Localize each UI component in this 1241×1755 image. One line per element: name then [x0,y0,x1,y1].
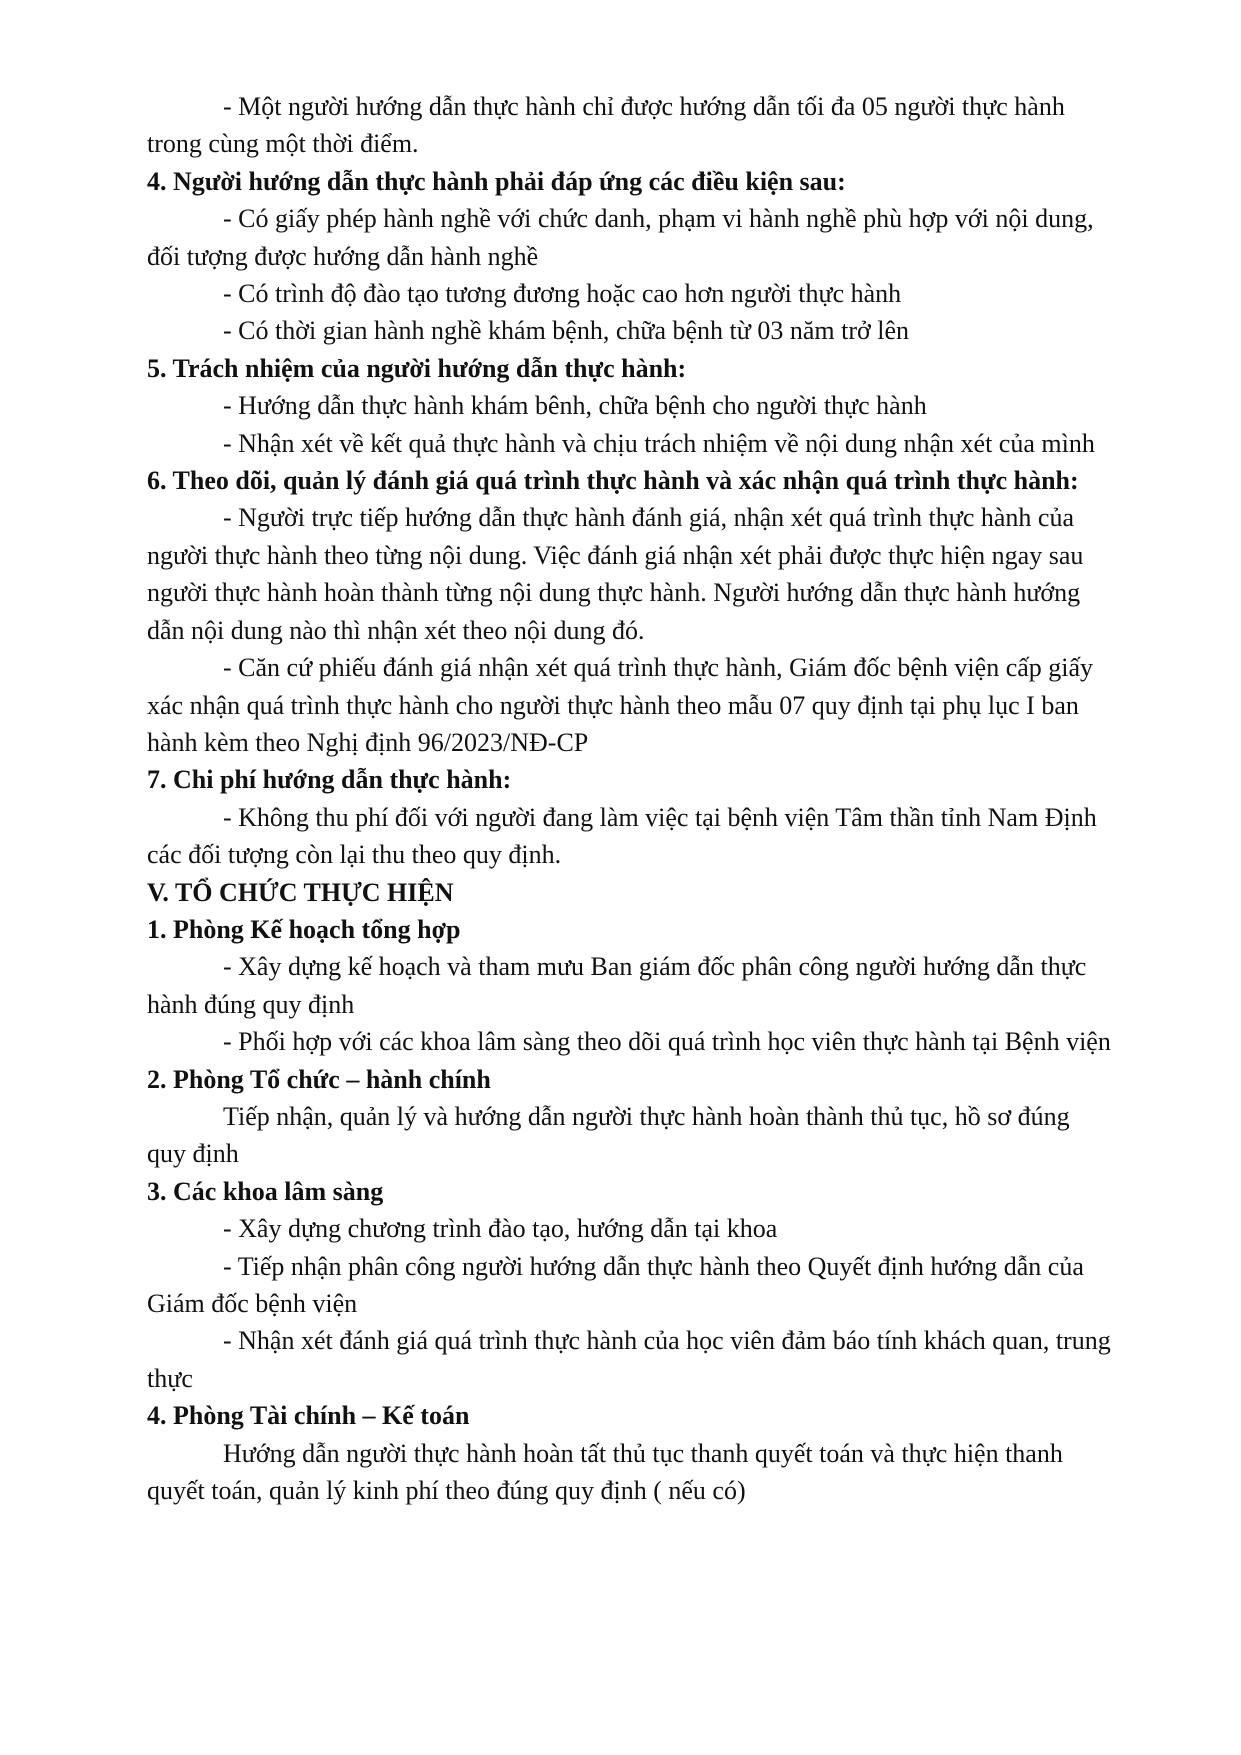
section-heading: 7. Chi phí hướng dẫn thực hành: [147,765,512,795]
section-heading: 5. Trách nhiệm của người hướng dẫn thực hành: [147,353,687,383]
paragraph: - Xây dựng kế hoạch và tham mưu Ban giám đốc phân công người hướng dẫn thực hành đúng quy định [147,952,1087,1019]
section-heading: 4. Người hướng dẫn thực hành phải đáp ứng các điều kiện sau: [147,166,846,196]
paragraph: - Một người hướng dẫn thực hành chỉ được hướng dẫn tối đa 05 người thực hành trong cùng một thời điểm. [147,92,1065,159]
paragraph: - Nhận xét đánh giá quá trình thực hành của học viên đảm báo tính khách quan, trung thực [147,1326,1111,1393]
section-heading: 2. Phòng Tổ chức – hành chính [147,1064,491,1094]
paragraph: - Có thời gian hành nghề khám bệnh, chữa bệnh từ 03 năm trở lên [223,316,910,346]
section-heading: 6. Theo dõi, quản lý đánh giá quá trình thực hành và xác nhận quá trình thực hành: [147,466,1079,496]
paragraph: - Xây dựng chương trình đào tạo, hướng dẫn tại khoa [223,1214,778,1244]
paragraph: Tiếp nhận, quản lý và hướng dẫn người thực hành hoàn thành thủ tục, hồ sơ đúng quy định [147,1101,1070,1169]
paragraph: - Nhận xét về kết quả thực hành và chịu trách nhiệm về nội dung nhận xét của mình [223,428,1095,458]
paragraph: - Hướng dẫn thực hành khám bênh, chữa bệnh cho người thực hành [223,391,927,421]
paragraph: Hướng dẫn người thực hành hoàn tất thủ tục thanh quyết toán và thực hiện thanh quyết toán, quản lý kinh phí theo đúng quy định ( nếu có) [147,1438,1063,1506]
paragraph: - Tiếp nhận phân công người hướng dẫn thực hành theo Quyết định hướng dẫn của Giám đốc bệnh viện [147,1251,1084,1318]
section-heading: 4. Phòng Tài chính – Kế toán [147,1401,470,1431]
paragraph: - Không thu phí đối với người đang làm việc tại bệnh viện Tâm thần tỉnh Nam Định các đối tượng còn lại thu theo quy định. [147,802,1097,870]
section-heading: 3. Các khoa lâm sàng [147,1176,384,1206]
document-page [147,88,1112,1509]
chapter-heading: V. TỔ CHỨC THỰC HIỆN [147,877,454,907]
section-heading: 1. Phòng Kế hoạch tổng hợp [147,914,461,944]
paragraph: - Phối hợp với các khoa lâm sàng theo dõi quá trình học viên thực hành tại Bệnh viện [223,1027,1111,1057]
paragraph: - Căn cứ phiếu đánh giá nhận xét quá trình thực hành, Giám đốc bệnh viện cấp giấy xác nhận quá trình thực hành cho người thực hành theo mẫu 07 quy định tại phụ lục I ban hành kèm theo Nghị định 96/2023/NĐ-CP [147,653,1094,757]
paragraph: - Có trình độ đào tạo tương đương hoặc cao hơn người thực hành [223,279,902,309]
paragraph: - Người trực tiếp hướng dẫn thực hành đánh giá, nhận xét quá trình thực hành của người thực hành theo từng nội dung. Việc đánh giá nhận xét phải được thực hiện ngay sau người thực hành hoàn thành từng nội dung thực hành. Người hướng dẫn thực hành hướng dẫn nội dung nào thì nhận xét theo nội dung đó. [147,503,1084,645]
paragraph: - Có giấy phép hành nghề với chức danh, phạm vi hành nghề phù hợp với nội dung, đối tượng được hướng dẫn hành nghề [147,204,1094,271]
